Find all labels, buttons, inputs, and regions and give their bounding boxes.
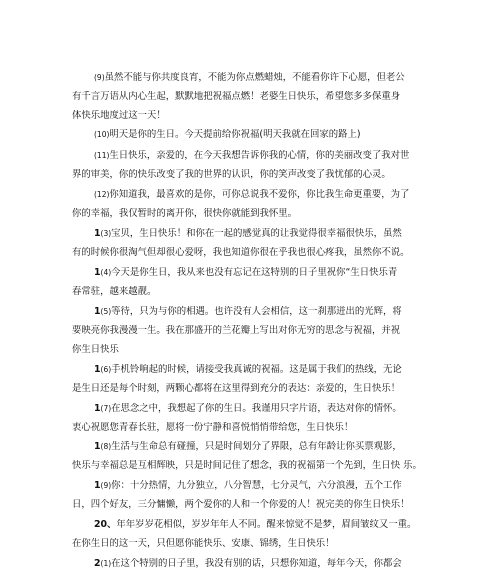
paragraph-20-line-1: 20、年年岁岁花相似，岁岁年年人不同。醒来惊觉不是梦，眉间皱纹又一重。 (94, 519, 417, 530)
paragraph-13-line-2: 有的时候你很淘气但却很心爱呀，我也知道你很在乎我也很心疼我，虽然你不说。 (72, 247, 410, 258)
paragraph-18-line-2: 快乐与幸福总是互相辉映，只是时间记住了想念，我的祝福第一个先到，生日快 乐。 (72, 460, 422, 471)
paragraph-11-line-2: 界的审美，你的快乐改变了我的世界的认识，你的笑声改变了我忧郁的心灵。 (72, 169, 391, 180)
paragraph-9-line-2: 有千言万语从内心生起，默默地把祝福点燃！老婆生日快乐，希望您多多保重身 (72, 91, 401, 102)
paragraph-20-line-2: 在你生日的这一天，只但愿你能快乐、安康、锦绣，生日快乐！ (72, 538, 335, 549)
paragraph-18-line-1: 1(8)生活与生命总有碰撞，只是时间划分了界限，总有年龄让你买票观影， (94, 441, 402, 452)
paragraph-12-line-1: (12)你知道我，最喜欢的是你，可你总说我不爱你，你比我生命更重要，为了 (94, 189, 410, 200)
paragraph-14-line-2: 春常驻，越来越靓。 (72, 286, 157, 297)
paragraph-16-line-2: 是生日还是每个时刻，两颗心都将在这里得到充分的表达：亲爱的，生日快乐！ (72, 383, 401, 394)
paragraph-13-line-1: 1(3)宝贝，生日快乐！和你在一起的感觉真的让我觉得很幸福很快乐，虽然 (94, 228, 402, 239)
paragraph-9-line-1: (9)虽然不能与你共度良宵，不能为你点燃蜡烛，不能看你许下心愿，但老公 (94, 72, 405, 83)
paragraph-21-line-1: 2(1)在这个特别的日子里，我没有别的话，只想你知道，每年今天，你都会 (94, 558, 402, 569)
paragraph-15-line-1: 1(5)等待，只为与你的相遇。也许没有人会相信，这一刹那迸出的光辉，将 (94, 306, 402, 317)
paragraph-17-line-1: 1(7)在思念之中，我想起了你的生日。我谨用只字片语，表达对你的情怀。 (94, 403, 402, 414)
paragraph-12-line-2: 你的幸福，我仅暂时的离开你，很快你就能到我怀里。 (72, 208, 298, 219)
paragraph-15-line-2: 要映亮你我漫漫一生。我在那盛开的兰花瓣上写出对你无穷的思念与祝福，并祝 (72, 325, 401, 336)
paragraph-14-line-1: 1(4)今天是你生日，我从来也没有忘记在这特别的日子里祝你“生日快乐青 (94, 267, 398, 278)
paragraph-16-line-1: 1(6)手机铃响起的时候，请接受我真诚的祝福。这是属于我们的热线，无论 (94, 364, 402, 375)
paragraph-17-line-2: 衷心祝愿您青春长驻，愿将一份宁静和喜悦悄悄带给您，生日快乐！ (72, 422, 354, 433)
paragraph-19-line-1: 1(9)你：十分热情，九分独立，八分智慧，七分灵气，六分浪漫，五个工作 (94, 480, 402, 491)
paragraph-15-line-3: 你生日快乐 (72, 344, 119, 355)
paragraph-19-line-2: 日，四个好友，三分慵懒，两个爱你的人和一个你爱的人！祝完美的你生日快乐！ (72, 499, 410, 510)
paragraph-10-line-1: (10)明天是你的生日。今天提前给你祝福(明天我就在回家的路上) (94, 129, 361, 140)
paragraph-9-line-3: 体快乐地度过这一天！ (72, 110, 166, 121)
paragraph-11-line-1: (11)生日快乐，亲爱的，在今天我想告诉你我的心情，你的美丽改变了我对世 (94, 150, 410, 161)
